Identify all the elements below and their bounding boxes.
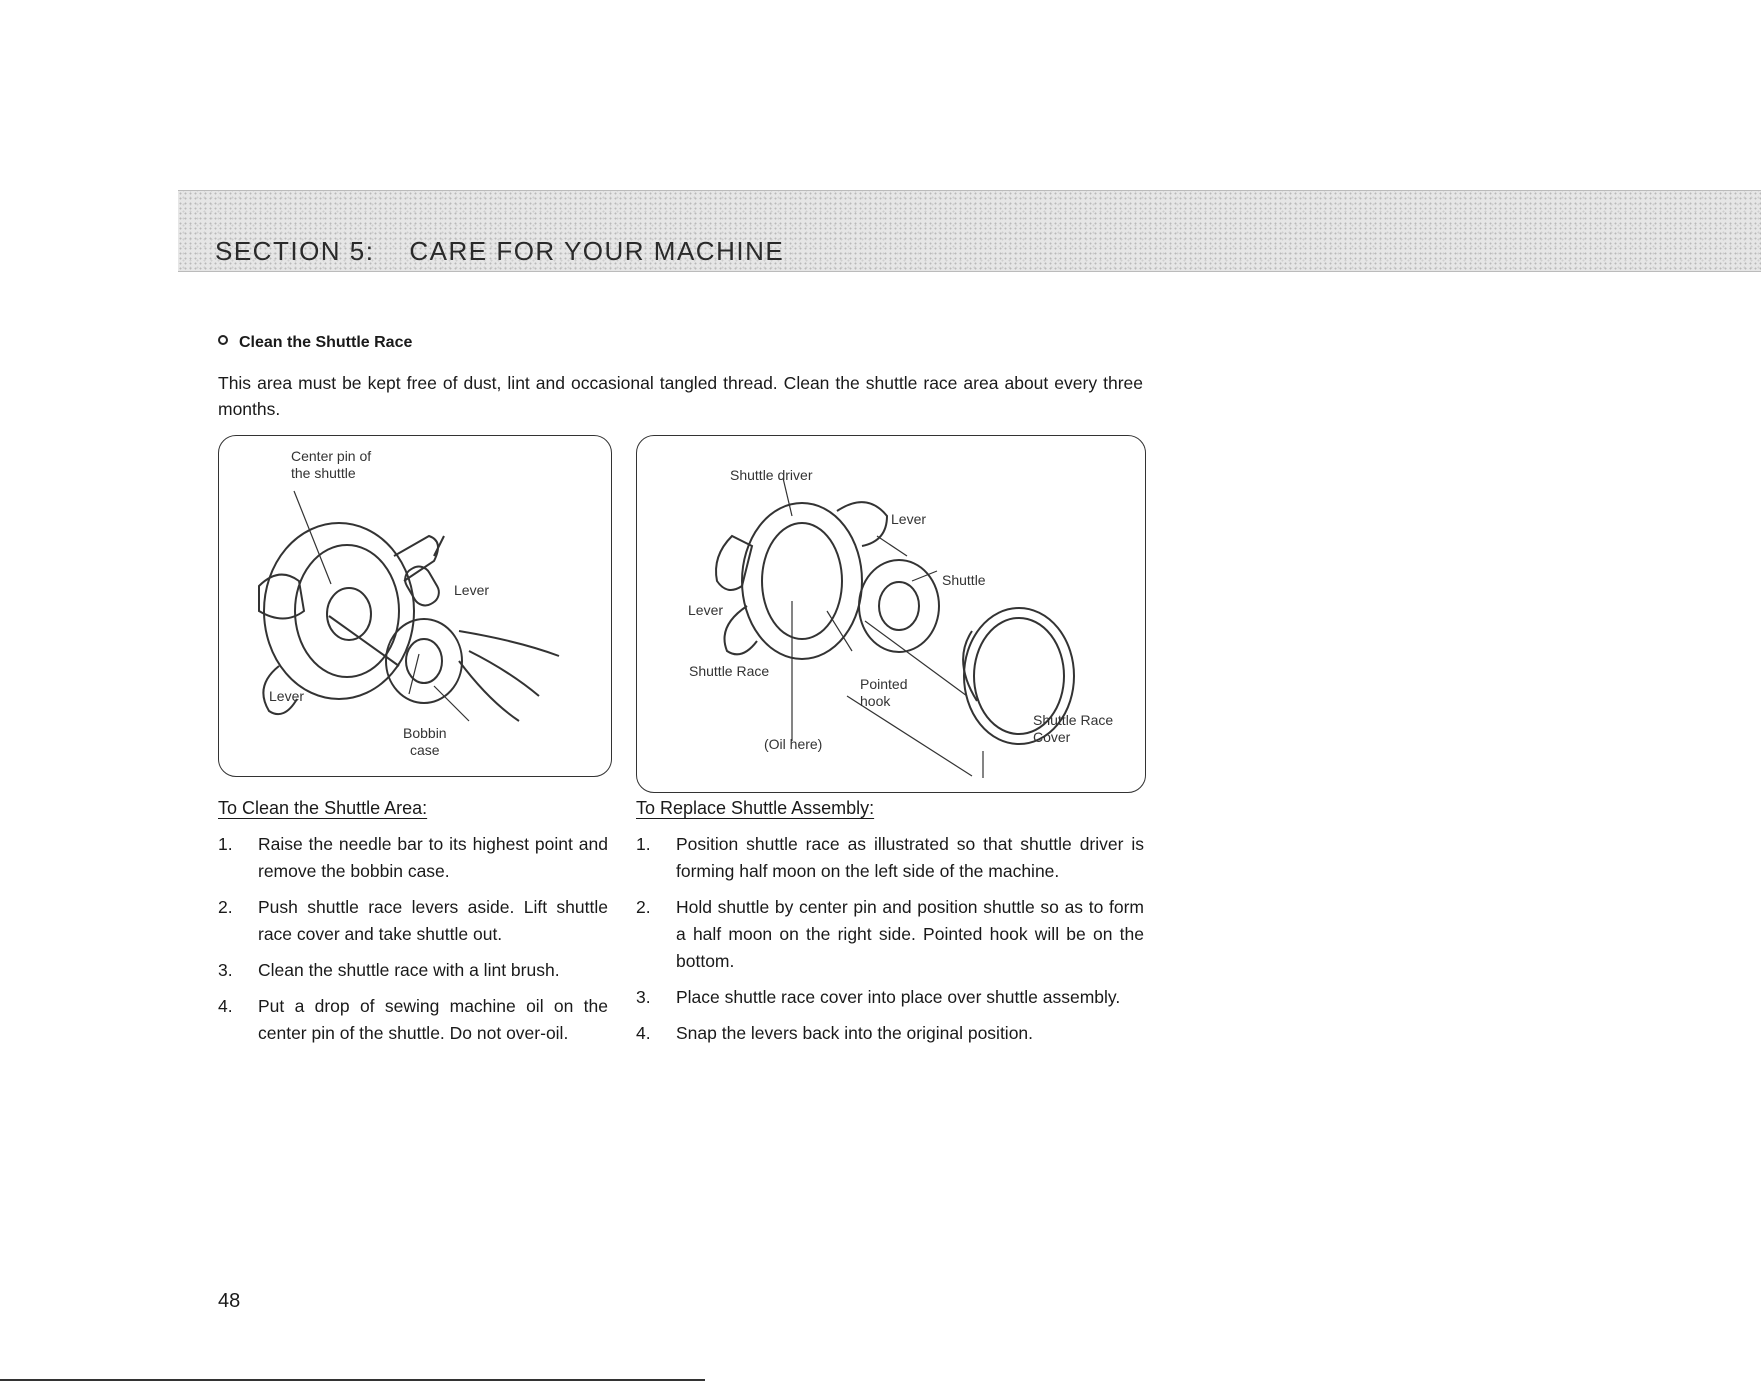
label-center-pin: Center pin of the shuttle xyxy=(291,448,372,481)
replace-step: 3. Place shuttle race cover into place over shuttle assembly. xyxy=(636,987,1121,1007)
label-lever-left: Lever xyxy=(269,688,305,704)
label-shuttle: Shuttle xyxy=(942,572,986,588)
replace-heading: To Replace Shuttle Assembly: xyxy=(636,798,875,818)
label-bobbin-case: Bobbin case xyxy=(403,725,447,758)
page-number: 48 xyxy=(218,1290,241,1312)
figure-bobbin-removal xyxy=(218,435,612,777)
subheading-text: Clean the Shuttle Race xyxy=(239,334,413,351)
label-pointed-hook: Pointed hook xyxy=(860,676,908,709)
label-lever-top: Lever xyxy=(891,511,927,527)
section-title: SECTION 5: CARE FOR YOUR MACHINE xyxy=(215,236,785,266)
label-lever-right: Lever xyxy=(454,582,490,598)
clean-step: 2. Push shuttle race levers aside. Lift shuttle race cover and take shuttle out. xyxy=(218,897,608,944)
replace-step: 1. Position shuttle race as illustrated so that shuttle driver is forming half moon on the left side of the machine. xyxy=(636,834,1144,881)
label-shuttle-race-cover: Shuttle Race Cover xyxy=(1033,712,1114,745)
label-shuttle-race: Shuttle Race xyxy=(689,663,770,679)
replace-step: 4. Snap the levers back into the original position. xyxy=(636,1023,1034,1043)
label-lever-left: Lever xyxy=(688,602,724,618)
clean-step: 3. Clean the shuttle race with a lint brush. xyxy=(218,960,560,980)
clean-heading: To Clean the Shuttle Area: xyxy=(218,798,428,818)
clean-steps xyxy=(218,831,608,1056)
intro-paragraph: This area must be kept free of dust, lint and occasional tangled thread. Clean the shuttle race area about every three months. xyxy=(218,373,1143,419)
figure-shuttle-assembly xyxy=(636,435,1146,793)
subheading xyxy=(218,334,412,352)
clean-step: 1. Raise the needle bar to its highest point and remove the bobbin case. xyxy=(218,834,608,881)
label-oil-here: (Oil here) xyxy=(764,736,823,752)
replace-steps xyxy=(636,831,1144,1056)
replace-step: 2. Hold shuttle by center pin and position shuttle so as to form a half moon on the right side. Pointed hook will be on the bottom. xyxy=(636,897,1144,971)
bottom-rule xyxy=(0,1379,705,1381)
clean-step: 4. Put a drop of sewing machine oil on the center pin of the shuttle. Do not over-oil. xyxy=(218,996,608,1043)
label-shuttle-driver: Shuttle driver xyxy=(730,467,813,483)
bullet-icon xyxy=(218,335,228,345)
